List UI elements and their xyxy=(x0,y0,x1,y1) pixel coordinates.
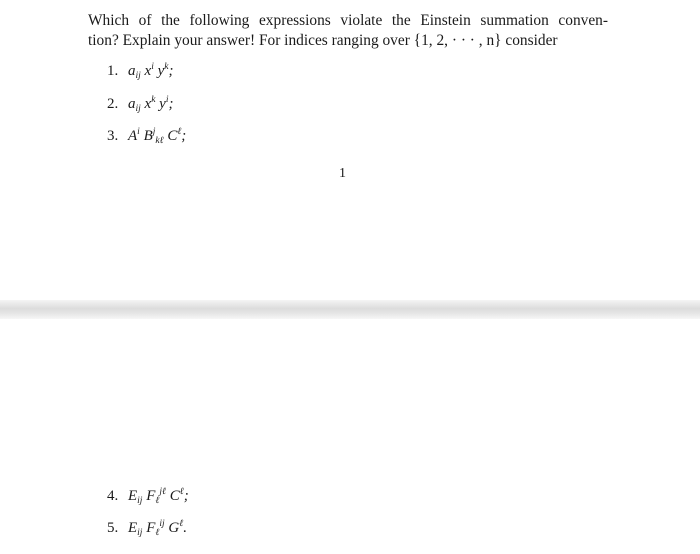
item-number: 2. xyxy=(107,96,119,112)
item-expression: $a_{ij}$ $x^i$ $y^k$; xyxy=(128,62,174,81)
item-number: 3. xyxy=(107,128,119,144)
item-number: 1. xyxy=(107,63,119,79)
page-gap xyxy=(0,300,700,319)
list-item xyxy=(107,126,186,146)
question-line-1: Which of the following expressions violate the Einstein summation conven- xyxy=(88,12,608,29)
list-item xyxy=(107,518,187,538)
question-line-2: tion? Explain your answer! For indices ranging over {1, 2, · · · , n} consider xyxy=(88,32,558,49)
question-text xyxy=(88,11,608,51)
list-item xyxy=(107,486,189,506)
item-expression: $E_{ij}$ $F_\ell^{j\ell}$ $C^\ell$; xyxy=(128,487,189,506)
list-item xyxy=(107,61,173,81)
item-number: 5. xyxy=(107,520,119,536)
page-bottom xyxy=(0,319,700,554)
item-number: 4. xyxy=(107,488,119,504)
item-expression: $a_{ij}$ $x^k$ $y^i$; xyxy=(128,95,174,114)
list-item xyxy=(107,94,173,114)
item-expression: $E_{ij}$ $F_\ell^{ij}$ $G^\ell$. xyxy=(128,519,187,538)
item-expression: $A^i$ $B^j_{k\ell}$ $C^\ell$; xyxy=(128,127,187,146)
page-number: 1 xyxy=(339,166,346,181)
